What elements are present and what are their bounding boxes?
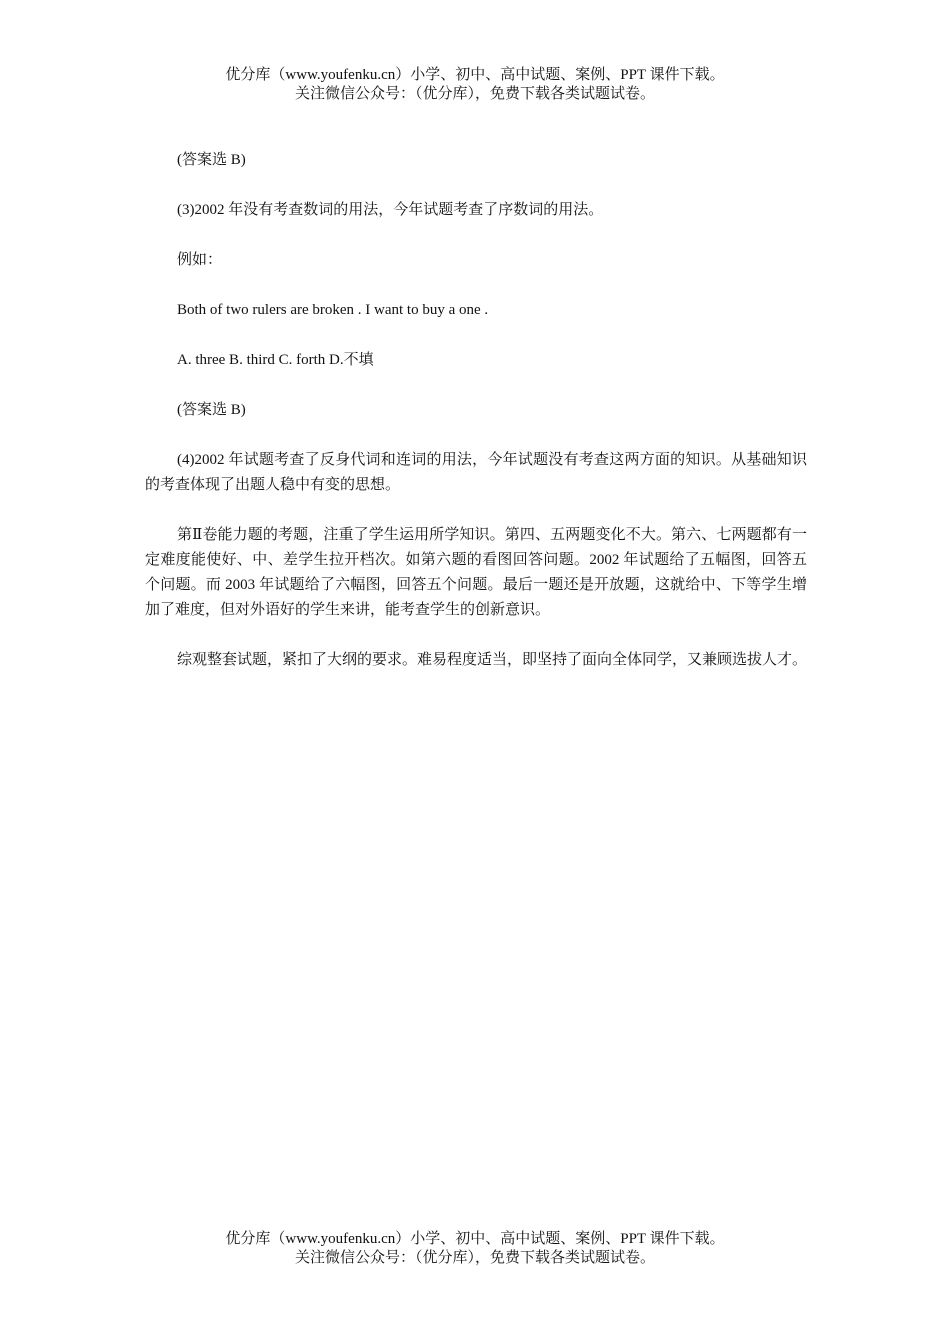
header-wechat-line: 关注微信公众号：（优分库），免费下载各类试题试卷。 (294, 86, 655, 102)
example-options: A. three B. third C. forth D.不填 (177, 352, 374, 368)
page-header (0, 66, 950, 104)
document-body (145, 148, 807, 698)
paragraph-summary: 综观整套试题，紧扣了大纲的要求。难易程度适当，即坚持了面向全体同学，又兼顾选拔人才。 (177, 652, 808, 668)
answer-note: (答案选 B) (177, 152, 246, 168)
footer-wechat-line: 关注微信公众号：（优分库），免费下载各类试题试卷。 (294, 1250, 655, 1266)
header-promo-line: 优分库（www.youfenku.cn）小学、初中、高中试题、案例、PPT 课件下载。 (225, 67, 725, 83)
answer-note: (答案选 B) (177, 402, 246, 418)
paragraph-numerals: (3)2002 年没有考查数词的用法，今年试题考查了序数词的用法。 (177, 202, 604, 218)
paragraph-ability-section: 第Ⅱ卷能力题的考题，注重了学生运用所学知识。第四、五两题变化不大。第六、七两题都有一定难度能使好、中、差学生拉开档次。如第六题的看图回答问题。2002 年试题给了五幅图，回答五个问题。而 2003 年试题给了六幅图，回答五个问题。最后一题还是开放题，这就给中、下等学生增加了难度，但对外语好的学生来讲，能考查学生的创新意识。 (145, 527, 807, 618)
example-label: 例如： (177, 252, 223, 268)
paragraph-pronouns: (4)2002 年试题考查了反身代词和连词的用法，今年试题没有考查这两方面的知识。从基础知识的考查体现了出题人稳中有变的思想。 (145, 452, 807, 493)
example-question: Both of two rulers are broken . I want to buy a one . (177, 302, 489, 318)
page-footer (0, 1230, 950, 1268)
footer-promo-line: 优分库（www.youfenku.cn）小学、初中、高中试题、案例、PPT 课件下载。 (225, 1231, 725, 1247)
